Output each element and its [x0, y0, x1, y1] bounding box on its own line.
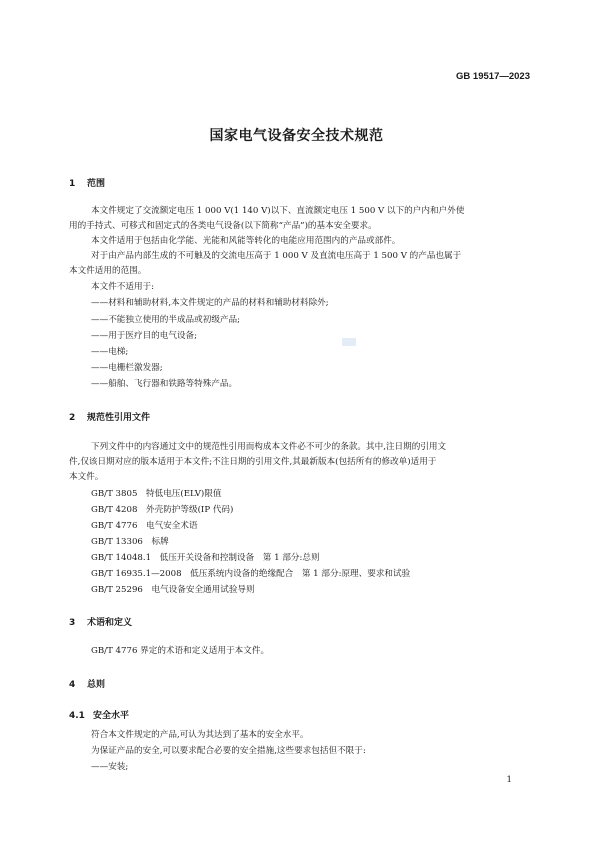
paragraph: 为保证产品的安全,可以要求配合必要的安全措施,这些要求包括但不限于: [91, 746, 366, 756]
section-title: 规范性引用文件 [87, 413, 151, 423]
list-item: ——电梯; [91, 347, 129, 357]
section-number: 1 [69, 179, 76, 189]
paragraph: 本文件适用的范围。 [69, 266, 147, 276]
standard-code: GB 19517—2023 [456, 71, 530, 82]
section-number: 4 [69, 680, 76, 690]
paragraph: 符合本文件规定的产品,可认为其达到了基本的安全水平。 [91, 730, 309, 740]
reference-item: GB/T 13306 标牌 [91, 537, 169, 547]
section-heading-terms [69, 615, 132, 628]
list-item: ——不能独立使用的半成品或初级产品; [91, 315, 240, 325]
section-title: 范围 [87, 179, 106, 189]
section-heading-normative-references [69, 410, 150, 423]
list-item: ——船舶、飞行器和铁路等特殊产品。 [91, 379, 238, 389]
reference-item: GB/T 4776 电气安全术语 [91, 521, 198, 531]
list-item: ——电栅栏激发器; [91, 363, 163, 373]
list-item: ——用于医疗目的电气设备; [91, 331, 198, 341]
reference-item: GB/T 16935.1—2008 低压系统内设备的绝缘配合 第 1 部分:原理、要求和试验 [91, 569, 411, 579]
subsection-title: 安全水平 [93, 711, 130, 721]
section-number: 2 [69, 413, 76, 423]
list-item: ——材料和辅助材料,本文件规定的产品的材料和辅助材料除外; [91, 298, 329, 308]
page-number: 1 [506, 775, 512, 785]
page-title: 国家电气设备安全技术规范 [209, 128, 384, 144]
paragraph: GB/T 4776 界定的术语和定义适用于本文件。 [91, 646, 270, 656]
section-title: 术语和定义 [87, 618, 133, 628]
watermark-logo [342, 338, 356, 346]
section-heading-general [69, 677, 105, 690]
paragraph: 本文件适用于包括由化学能、光能和风能等转化的电能应用范围内的产品或部件。 [91, 236, 401, 246]
reference-item: GB/T 4208 外壳防护等级(IP 代码) [91, 505, 234, 515]
section-heading-scope [69, 176, 105, 189]
paragraph: 本文件。 [69, 472, 104, 482]
paragraph: 下列文件中的内容通过文中的规范性引用而构成本文件必不可少的条款。其中,注日期的引用文 [91, 442, 447, 452]
subsection-heading-safety-level [69, 708, 129, 721]
list-item: ——安装; [91, 762, 129, 772]
paragraph: 本文件规定了交流额定电压 1 000 V(1 140 V)以下、直流额定电压 1 500 V 以下的户内和户外使 [91, 206, 465, 216]
reference-item: GB/T 25296 电气设备安全通用试验导则 [91, 585, 255, 595]
paragraph: 件,仅该日期对应的版本适用于本文件;不注日期的引用文件,其最新版本(包括所有的修改单)适用于 [69, 457, 437, 467]
section-number: 3 [69, 618, 76, 628]
reference-item: GB/T 3805 特低电压(ELV)限值 [91, 489, 222, 499]
subsection-number: 4.1 [69, 711, 85, 721]
paragraph: 对于由产品内部生成的不可触及的交流电压高于 1 000 V 及直流电压高于 1 500 V 的产品也属于 [91, 251, 462, 261]
paragraph: 本文件不适用于: [91, 282, 155, 292]
reference-item: GB/T 14048.1 低压开关设备和控制设备 第 1 部分:总则 [91, 553, 320, 563]
section-title: 总则 [87, 680, 106, 690]
paragraph: 用的手持式、可移式和固定式的各类电气设备(以下简称“产品”)的基本安全要求。 [69, 221, 377, 231]
